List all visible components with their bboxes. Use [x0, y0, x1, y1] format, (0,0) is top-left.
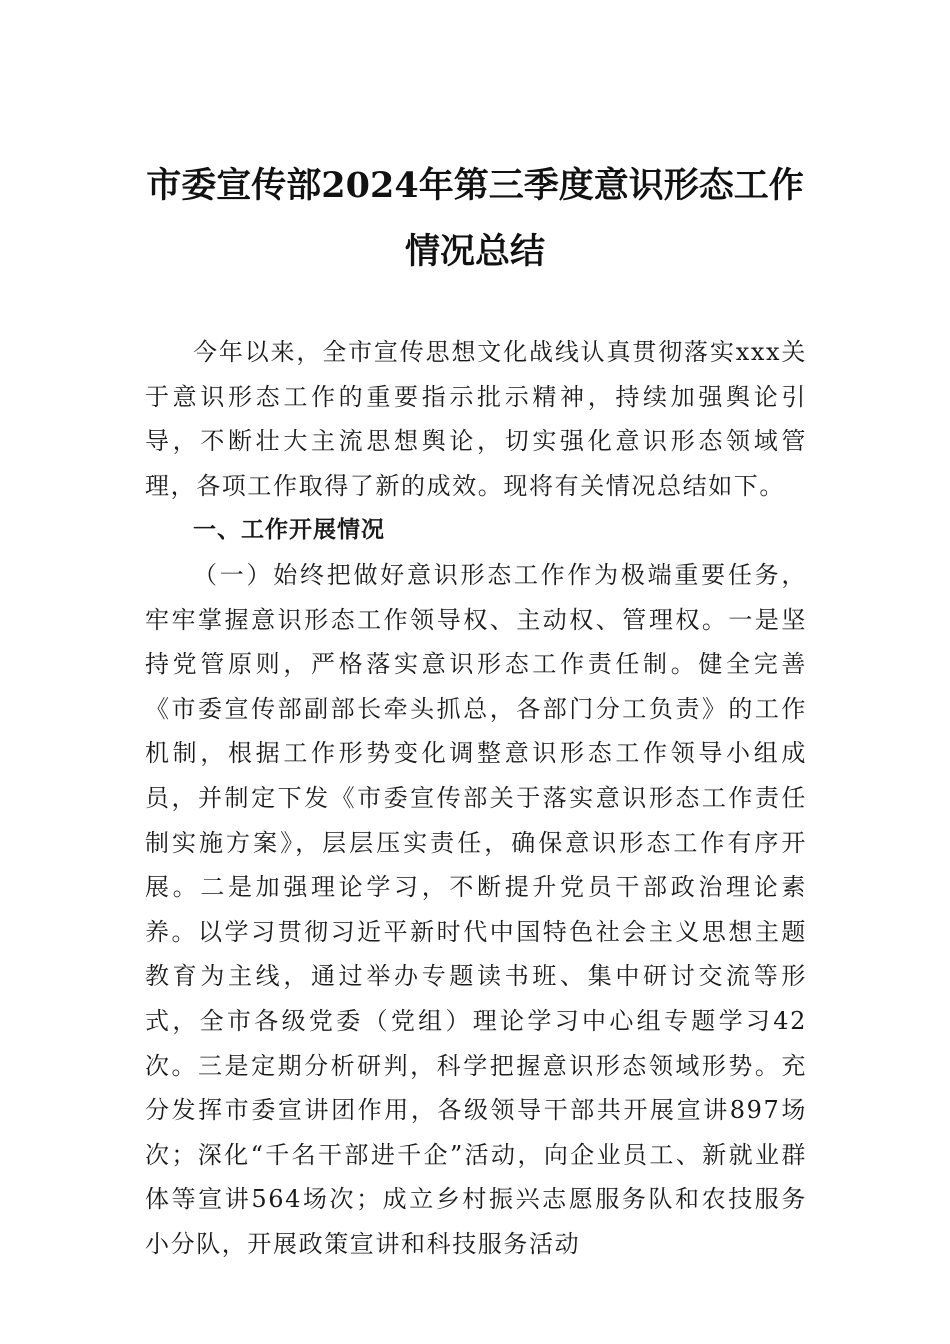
document-title: [140, 160, 810, 278]
document-body: [145, 330, 807, 1266]
title-line-2: 情况总结: [404, 231, 545, 272]
intro-paragraph: 今年以来，全市宣传思想文化战线认真贯彻落实xxx关于意识形态工作的重要指示批示精神，持续加强舆论引导，不断壮大主流思想舆论，切实强化意识形态领域管理，各项工作取得了新的成效。现将有关情况总结如下。: [145, 338, 807, 500]
title-line-1: 市委宣传部2024年第三季度意识形态工作: [146, 165, 804, 206]
section-heading: 一、工作开展情况: [193, 517, 385, 544]
section-paragraph: （一）始终把做好意识形态工作作为极端重要任务，牢牢掌握意识形态工作领导权、主动权、管理权。一是坚持党管原则，严格落实意识形态工作责任制。健全完善《市委宣传部副部长牵头抓总，各部门分工负责》的工作机制，根据工作形势变化调整意识形态工作领导小组成员，并制定下发《市委宣传部关于落实意识形态工作责任制实施方案》，层层压实责任，确保意识形态工作有序开展。二是加强理论学习，不断提升党员干部政治理论素养。以学习贯彻习近平新时代中国特色社会主义思想主题教育为主线，通过举办专题读书班、集中研讨交流等形式，全市各级党委（党组）理论学习中心组专题学习42次。三是定期分析研判，科学把握意识形态领域形势。充分发挥市委宣讲团作用，各级领导干部共开展宣讲897场次；深化“千名干部进千企”活动，向企业员工、新就业群体等宣讲564场次；成立乡村振兴志愿服务队和农技服务小分队，开展政策宣讲和科技服务活动: [145, 560, 807, 1258]
